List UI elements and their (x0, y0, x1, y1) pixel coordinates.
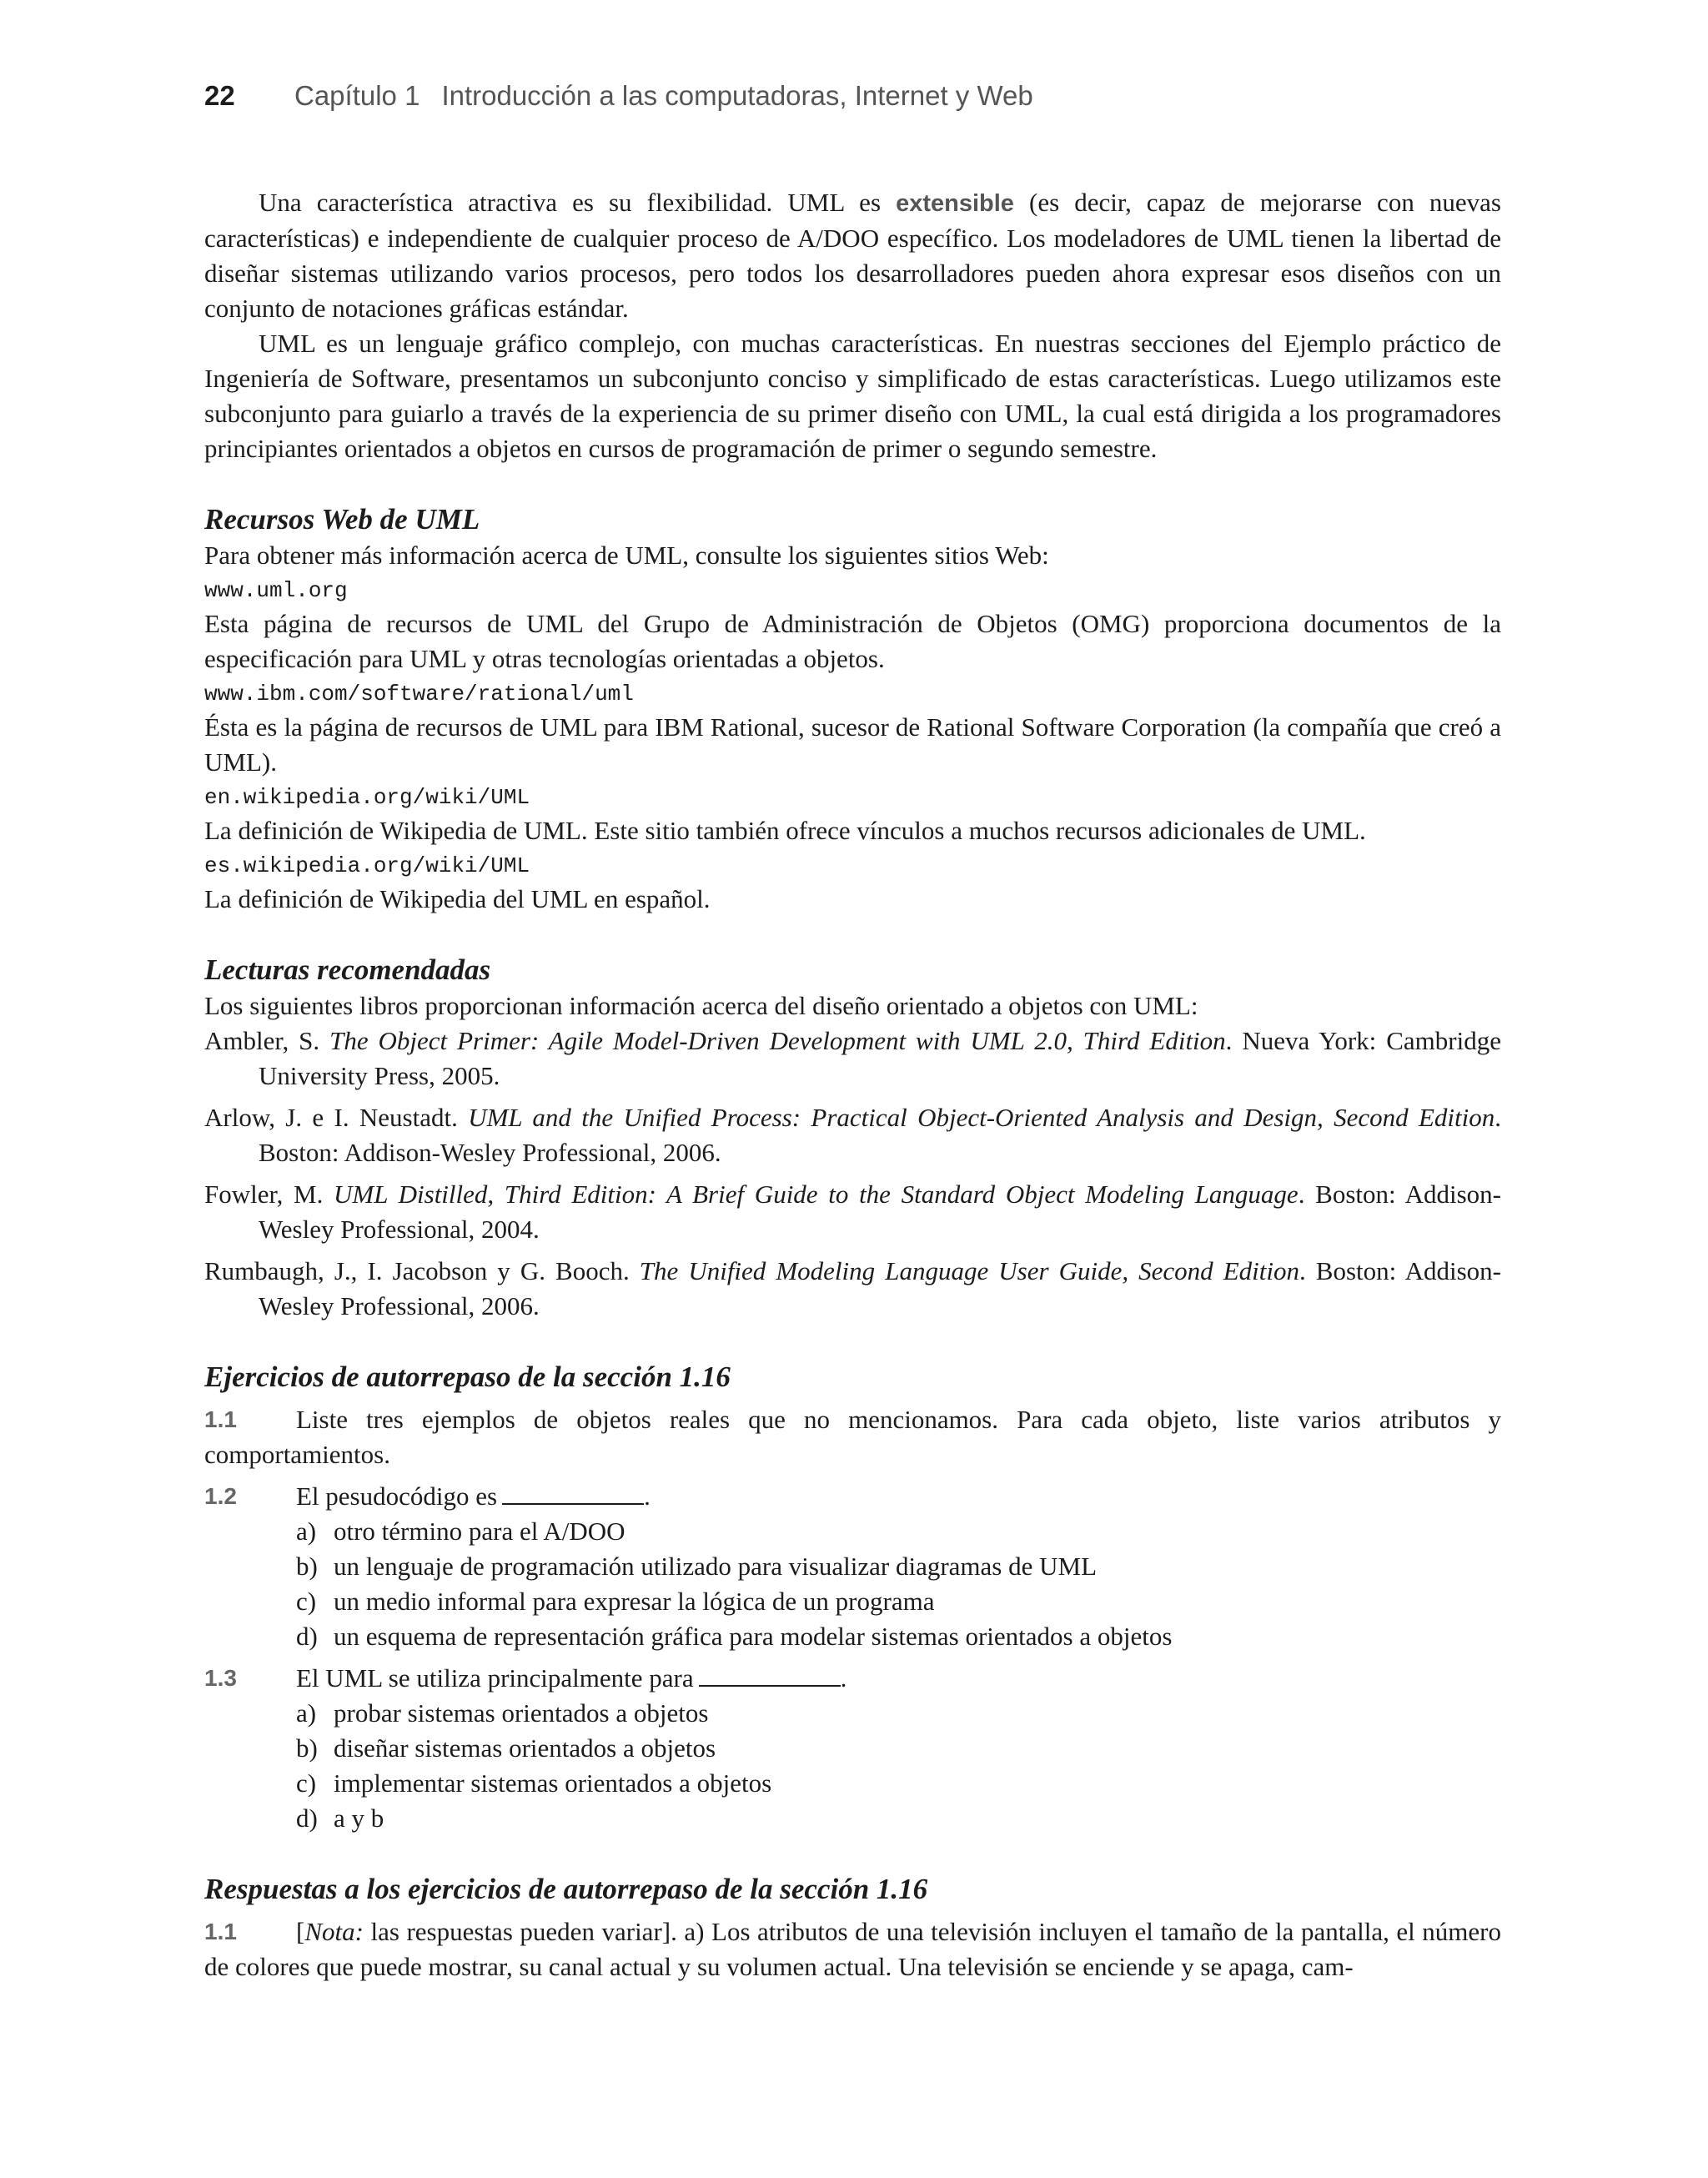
ref-author: Fowler, M. (204, 1180, 334, 1209)
section-heading-web-resources: Recursos Web de UML (204, 503, 480, 536)
resource-description: La definición de Wikipedia de UML. Este sitio también ofrece vínculos a muchos recursos adicionales de UML. (204, 816, 1366, 845)
option-item (296, 1696, 1501, 1731)
answer-1-1 (204, 1914, 1501, 1984)
ref-title: The Object Primer: Agile Model-Driven Development with UML 2.0, Third Edition (329, 1026, 1226, 1055)
resource-description: Ésta es la página de recursos de UML para IBM Rational, sucesor de Rational Software Corporation (la compañía que creó a UML). (204, 712, 1501, 777)
answer-note-label: Nota: (304, 1917, 364, 1946)
exercise-number: 1.2 (204, 1483, 237, 1509)
exercise-number: 1.3 (204, 1665, 237, 1691)
option-item (296, 1801, 1501, 1836)
exercise-question: El pesudocódigo es (296, 1481, 498, 1511)
resource-url[interactable]: en.wikipedia.org/wiki/UML (204, 785, 530, 810)
option-letter: a) (296, 1698, 317, 1728)
ref-author: Ambler, S. (204, 1026, 330, 1055)
option-text: probar sistemas orientados a objetos (334, 1698, 709, 1728)
ref-publisher: . Nueva York: Cambridge University Press, 2005. (259, 1026, 1501, 1090)
intro-text: (es decir, capaz de mejorarse con nuevas características) e independiente de cualquier proceso de A/DOO específico. Los modeladores de UML tienen la libertad de diseñar sistemas utilizando varios procesos, pero todos los desarrolladores pueden ahora expresar esos diseños con un conjunto de notaciones gráficas estándar. (204, 188, 1501, 323)
ref-publisher: . Boston: Addison-Wesley Professional, 2006. (259, 1103, 1501, 1167)
option-letter: c) (296, 1768, 317, 1798)
ref-author: Rumbaugh, J., I. Jacobson y G. Booch. (204, 1256, 640, 1285)
option-text: otro término para el A/DOO (334, 1517, 625, 1546)
page-content (204, 185, 1501, 1984)
exercise-end: . (644, 1481, 651, 1511)
reference-entry (204, 1254, 1501, 1324)
answer-text (204, 1914, 1501, 1984)
reference-entry (204, 1177, 1501, 1247)
option-letter: b) (296, 1552, 318, 1581)
reference-entry (204, 1024, 1501, 1094)
section-heading-exercises: Ejercicios de autorrepaso de la sección 1.16 (204, 1361, 731, 1393)
exercise-text (204, 1479, 1501, 1514)
intro-paragraph-1 (204, 185, 1501, 326)
option-letter: a) (296, 1517, 317, 1546)
running-header (204, 80, 1033, 120)
ref-title: The Unified Modeling Language User Guide, Second Edition (639, 1256, 1299, 1285)
option-item (296, 1619, 1501, 1654)
option-item (296, 1514, 1501, 1549)
option-item (296, 1766, 1501, 1801)
answer-body: las respuestas pueden variar]. a) Los atributos de una televisión incluyen el tamaño de la pantalla, el número de colores que puede mostrar, su canal actual y su volumen actual. Una televisión se enciende y se apaga, cam- (204, 1917, 1501, 1981)
exercise-text (204, 1661, 1501, 1696)
answer-number: 1.1 (204, 1919, 237, 1944)
intro-paragraph-2: UML es un lenguaje gráfico complejo, con muchas características. En nuestras secciones del Ejemplo práctico de Ingeniería de Software, presentamos un subconjunto conciso y simplificado de estas características. Luego utilizamos este subconjunto para guiarlo a través de la experiencia de su primer diseño con UML, la cual está dirigida a los programadores principiantes orientados a objetos en cursos de programación de primer o segundo semestre. (204, 329, 1501, 463)
resource-url[interactable]: www.ibm.com/software/rational/uml (204, 682, 634, 707)
glossary-term: extensible (896, 190, 1014, 217)
option-list (204, 1514, 1501, 1654)
exercise-1-3 (204, 1661, 1501, 1836)
option-text: implementar sistemas orientados a objetos (334, 1768, 772, 1798)
ref-title: UML Distilled, Third Edition: A Brief Guide to the Standard Object Modeling Language (334, 1180, 1299, 1209)
exercise-question: El UML se utiliza principalmente para (296, 1663, 694, 1693)
exercise-1-2 (204, 1479, 1501, 1654)
exercise-text: Liste tres ejemplos de objetos reales que no mencionamos. Para cada objeto, liste varios atributos y comportamientos. (204, 1405, 1501, 1469)
option-letter: d) (296, 1803, 318, 1833)
resource-description: La definición de Wikipedia del UML en español. (204, 884, 711, 913)
option-item (296, 1549, 1501, 1584)
option-item (296, 1731, 1501, 1766)
section-heading-readings: Lecturas recomendadas (204, 953, 491, 986)
chapter-label: Capítulo 1 (294, 80, 420, 111)
ref-author: Arlow, J. e I. Neustadt. (204, 1103, 469, 1132)
option-text: diseñar sistemas orientados a objetos (334, 1733, 716, 1763)
option-letter: b) (296, 1733, 318, 1763)
reference-entry (204, 1100, 1501, 1170)
resource-url[interactable]: www.uml.org (204, 578, 348, 603)
option-letter: d) (296, 1622, 318, 1651)
option-text: un medio informal para expresar la lógica de un programa (334, 1587, 935, 1616)
answer-blank (699, 1662, 841, 1687)
chapter-title: Introducción a las computadoras, Internet y Web (441, 80, 1033, 111)
option-item (296, 1584, 1501, 1619)
option-list (204, 1696, 1501, 1836)
resource-description: Esta página de recursos de UML del Grupo de Administración de Objetos (OMG) proporciona documentos de la especificación para UML y otras tecnologías orientadas a objetos. (204, 609, 1501, 673)
option-text: a y b (334, 1803, 384, 1833)
exercise-number: 1.1 (204, 1406, 237, 1432)
readings-intro: Los siguientes libros proporcionan información acerca del diseño orientado a objetos con UML: (204, 991, 1198, 1020)
section-heading-answers: Respuestas a los ejercicios de autorrepaso de la sección 1.16 (204, 1873, 928, 1905)
intro-text: Una característica atractiva es su flexibilidad. UML es (259, 188, 897, 217)
option-text: un esquema de representación gráfica para modelar sistemas orientados a objetos (334, 1622, 1173, 1651)
ref-publisher: . Boston: Addison-Wesley Professional, 2006. (259, 1256, 1501, 1320)
resource-url[interactable]: es.wikipedia.org/wiki/UML (204, 853, 530, 878)
ref-title: UML and the Unified Process: Practical Object-Oriented Analysis and Design, Second Edition (468, 1103, 1495, 1132)
web-resources-intro: Para obtener más información acerca de UML, consulte los siguientes sitios Web: (204, 541, 1049, 570)
answer-bracket: [ (296, 1917, 305, 1946)
ref-publisher: . Boston: Addison-Wesley Professional, 2004. (259, 1180, 1501, 1244)
exercise-end: . (840, 1663, 847, 1693)
option-text: un lenguaje de programación utilizado para visualizar diagramas de UML (334, 1552, 1098, 1581)
answer-blank (502, 1480, 644, 1505)
option-letter: c) (296, 1587, 317, 1616)
exercise-1-1 (204, 1402, 1501, 1472)
page-number: 22 (204, 80, 235, 111)
